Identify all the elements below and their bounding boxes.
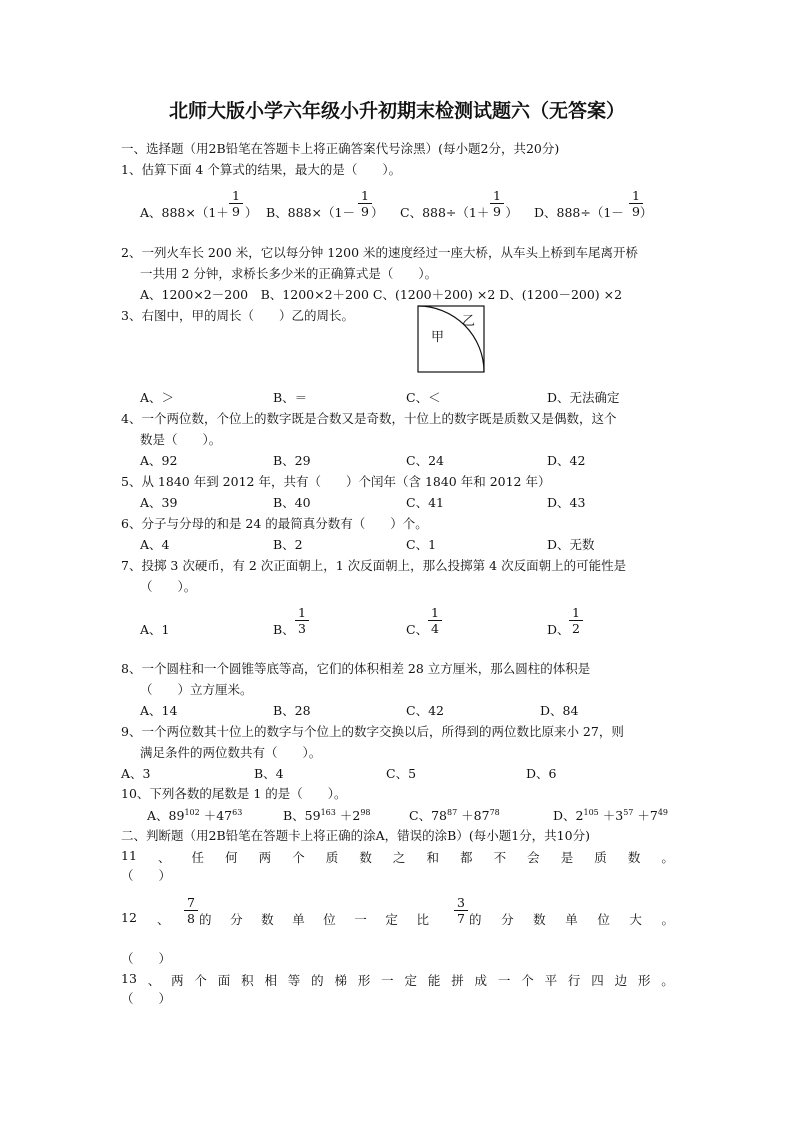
q6-stem: 6、分子与分母的和是 24 的最简真分数有（ ）个。 [121, 516, 428, 531]
q10-stem: 10、下列各数的尾数是 1 的是（ ）。 [121, 786, 347, 801]
q5-option-a[interactable]: A、39 [140, 495, 178, 510]
q7-option-d[interactable]: D、 [547, 622, 570, 637]
q3-option-a[interactable]: A、＞ [140, 390, 175, 405]
q1-b-close: ） [370, 205, 384, 220]
q7-c-fraction: 1 4 [428, 606, 442, 635]
q1-d-close: ） [639, 205, 653, 220]
q9-option-c[interactable]: C、5 [386, 766, 417, 781]
q9-line-1: 9、一个两位数其十位上的数字与个位上的数字交换以后，所得到的两位数比原来小 27，则 [121, 724, 624, 739]
q7-b-fraction: 1 3 [295, 606, 309, 635]
q1-d-fraction: 1 9 [629, 189, 643, 218]
q8-line-1: 8、一个圆柱和一个圆锥等底等高，它们的体积相差 28 立方厘米，那么圆柱的体积是 [121, 661, 591, 676]
q8-line-2: （ ）立方厘米。 [140, 682, 253, 697]
q7-option-c[interactable]: C、 [406, 622, 429, 637]
q6-option-b[interactable]: B、2 [273, 537, 303, 552]
q1-b-text: B、888×（1－ [266, 205, 355, 220]
q8-option-b[interactable]: B、28 [273, 703, 311, 718]
q7-option-b[interactable]: B、 [273, 622, 295, 637]
q2-line-2: 一共用 2 分钟，求桥长多少米的正确算式是（ ）。 [140, 266, 438, 281]
q2-line-1: 2、一列火车长 200 米，它以每分钟 1200 米的速度经过一座大桥，从车头上桥到车尾离开桥 [121, 245, 639, 260]
q4-option-a[interactable]: A、92 [140, 453, 178, 468]
q11-statement: 11 、 任 何 两 个 质 数 之 和 都 不 会 是 质 数 。 [121, 848, 674, 865]
q5-option-b[interactable]: B、40 [273, 495, 311, 510]
q11-answer-blank[interactable]: （ ） [121, 868, 172, 883]
q7-d-fraction: 1 2 [569, 606, 583, 635]
q4-line-2: 数是（ ）。 [140, 432, 222, 447]
q1-c-text: C、888÷（1＋ [400, 205, 490, 220]
q12-fraction-1: 7 8 [184, 896, 198, 925]
q9-option-a[interactable]: A、3 [121, 766, 151, 781]
q1-a-fraction: 1 9 [229, 189, 243, 218]
q8-option-a[interactable]: A、14 [140, 703, 178, 718]
q12-fraction-2: 3 7 [454, 896, 468, 925]
q3-label-jia: 甲 [431, 330, 445, 345]
q7-line-1: 7、投掷 3 次硬币，有 2 次正面朝上，1 次反面朝上，那么投掷第 4 次反面朝上的可能性是 [121, 558, 627, 573]
q10-option-a[interactable]: A、$89^{102} +47^{63}$ [147, 807, 243, 823]
q10-option-d[interactable]: D、$2^{105} +3^{57} +7^{49}$ [553, 807, 669, 823]
q12-answer-blank[interactable]: （ ） [121, 951, 172, 966]
q7-line-2: （ ）。 [140, 579, 197, 594]
q3-option-b[interactable]: B、＝ [273, 390, 308, 405]
q1-c-fraction: 1 9 [490, 189, 504, 218]
q1-c-close: ） [505, 205, 518, 220]
q3-label-yi: 乙 [462, 314, 476, 329]
q1-d-text: D、888÷（1－ [534, 205, 624, 220]
q12-separator: 、 [157, 912, 170, 927]
q2-options[interactable]: A、1200×2－200 B、1200×2＋200 C、(1200＋200) ×2 D、(1200－200) ×2 [140, 287, 623, 302]
q1-b-fraction: 1 9 [358, 189, 372, 218]
q6-option-a[interactable]: A、4 [140, 537, 170, 552]
q3-stem: 3、右图中，甲的周长（ ）乙的周长。 [121, 308, 354, 323]
q9-option-d[interactable]: D、6 [526, 766, 557, 781]
q4-option-b[interactable]: B、29 [273, 453, 311, 468]
q4-option-c[interactable]: C、24 [406, 453, 444, 468]
q5-option-d[interactable]: D、43 [547, 495, 586, 510]
section-1-heading: 一、选择题（用2B铅笔在答题卡上将正确答案代号涂黑）(每小题2分，共20分) [121, 141, 560, 156]
q8-option-d[interactable]: D、84 [540, 703, 579, 718]
q5-stem: 5、从 1840 年到 2012 年，共有（ ）个闰年（含 1840 年和 2012 年） [121, 474, 551, 489]
q7-option-a[interactable]: A、1 [140, 622, 170, 637]
q12-statement-part-1: 的 分 数 单 位 一 定 比 [199, 912, 429, 927]
q9-line-2: 满足条件的两位数共有（ ）。 [140, 745, 322, 760]
q12-number: 12 [121, 910, 137, 925]
q6-option-d[interactable]: D、无数 [547, 537, 595, 552]
q3-option-c[interactable]: C、＜ [406, 390, 441, 405]
q1-a-close: ） [244, 205, 258, 220]
q1-a-text: A、888×（1＋ [140, 205, 229, 220]
q12-statement-part-2: 的 分 数 单 位 大 。 [469, 912, 674, 927]
q1-stem: 1、估算下面 4 个算式的结果，最大的是（ ）。 [121, 162, 402, 177]
page-title: 北师大版小学六年级小升初期末检测试题六（无答案） [168, 100, 625, 122]
q13-answer-blank[interactable]: （ ） [121, 991, 172, 1006]
q4-line-1: 4、一个两位数，个位上的数字既是合数又是奇数，十位上的数字既是质数又是偶数，这个 [121, 411, 617, 426]
q3-option-d[interactable]: D、无法确定 [547, 390, 620, 405]
q9-option-b[interactable]: B、4 [254, 766, 284, 781]
q13-statement: 13 、 两 个 面 积 相 等 的 梯 形 一 定 能 拼 成 一 个 平 行 四 边 形 。 [121, 971, 674, 988]
q10-option-c[interactable]: C、$78^{87} +87^{78}$ [409, 807, 500, 823]
q10-option-b[interactable]: B、$59^{163} +2^{98}$ [283, 807, 371, 823]
q4-option-d[interactable]: D、42 [547, 453, 586, 468]
section-2-heading: 二、判断题（用2B铅笔在答题卡上将正确的涂A，错误的涂B）(每小题1分，共10分) [121, 828, 590, 843]
q6-option-c[interactable]: C、1 [406, 537, 437, 552]
q8-option-c[interactable]: C、42 [406, 703, 444, 718]
q5-option-c[interactable]: C、41 [406, 495, 444, 510]
